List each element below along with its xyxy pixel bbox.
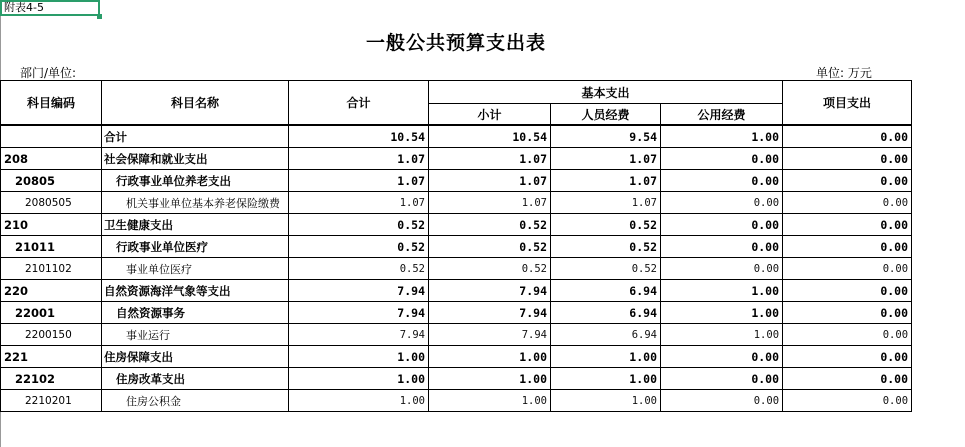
table-row[interactable] xyxy=(1,258,912,280)
cell-code[interactable]: 220 xyxy=(1,280,102,302)
cell-public[interactable]: 0.00 xyxy=(661,148,783,170)
cell-code[interactable] xyxy=(1,125,102,148)
cell-code[interactable]: 22102 xyxy=(1,368,102,390)
table-body xyxy=(1,125,912,412)
cell-personnel[interactable]: 6.94 xyxy=(551,280,661,302)
cell-subtotal[interactable]: 0.52 xyxy=(429,214,551,236)
cell-personnel[interactable]: 0.52 xyxy=(551,214,661,236)
cell-public[interactable]: 0.00 xyxy=(661,170,783,192)
cell-public[interactable]: 0.00 xyxy=(661,214,783,236)
cell-total[interactable]: 7.94 xyxy=(289,302,429,324)
cell-public[interactable]: 1.00 xyxy=(661,125,783,148)
selected-cell-a1[interactable] xyxy=(0,0,100,16)
cell-public[interactable]: 0.00 xyxy=(661,258,783,280)
cell-subtotal[interactable]: 7.94 xyxy=(429,280,551,302)
cell-project[interactable]: 0.00 xyxy=(783,324,912,346)
cell-subtotal[interactable]: 0.52 xyxy=(429,258,551,280)
header-project: 项目支出 xyxy=(783,81,912,126)
cell-code[interactable]: 21011 xyxy=(1,236,102,258)
cell-personnel[interactable]: 1.00 xyxy=(551,390,661,412)
cell-subtotal[interactable]: 10.54 xyxy=(429,125,551,148)
header-personnel: 人员经费 xyxy=(551,104,661,126)
budget-table xyxy=(0,80,912,412)
table-row[interactable] xyxy=(1,346,912,368)
cell-project[interactable]: 0.00 xyxy=(783,214,912,236)
cell-subtotal[interactable]: 7.94 xyxy=(429,324,551,346)
table-row[interactable] xyxy=(1,192,912,214)
selected-cell-text: 附表4-5 xyxy=(4,1,44,14)
cell-total[interactable]: 7.94 xyxy=(289,280,429,302)
cell-personnel[interactable]: 9.54 xyxy=(551,125,661,148)
cell-code[interactable]: 2080505 xyxy=(1,192,102,214)
cell-project[interactable]: 0.00 xyxy=(783,346,912,368)
header-code: 科目编码 xyxy=(1,81,102,126)
cell-name[interactable]: 事业单位医疗 xyxy=(102,258,289,280)
cell-personnel[interactable]: 6.94 xyxy=(551,302,661,324)
cell-subtotal[interactable]: 1.07 xyxy=(429,170,551,192)
table-row[interactable] xyxy=(1,390,912,412)
header-subtotal: 小计 xyxy=(429,104,551,126)
cell-name[interactable]: 住房改革支出 xyxy=(102,368,289,390)
cell-personnel[interactable]: 1.07 xyxy=(551,170,661,192)
cell-project[interactable]: 0.00 xyxy=(783,390,912,412)
cell-public[interactable]: 1.00 xyxy=(661,324,783,346)
cell-project[interactable]: 0.00 xyxy=(783,236,912,258)
cell-name[interactable]: 行政事业单位养老支出 xyxy=(102,170,289,192)
cell-personnel[interactable]: 6.94 xyxy=(551,324,661,346)
cell-personnel[interactable]: 0.52 xyxy=(551,258,661,280)
cell-project[interactable]: 0.00 xyxy=(783,258,912,280)
cell-project[interactable]: 0.00 xyxy=(783,192,912,214)
cell-code[interactable]: 2101102 xyxy=(1,258,102,280)
header-basic-group: 基本支出 xyxy=(429,81,783,104)
table-row[interactable] xyxy=(1,214,912,236)
sheet-title: 一般公共预算支出表 xyxy=(365,32,546,54)
table-row[interactable] xyxy=(1,125,912,148)
fill-handle[interactable] xyxy=(97,14,102,19)
cell-code[interactable]: 2200150 xyxy=(1,324,102,346)
cell-code[interactable]: 221 xyxy=(1,346,102,368)
cell-public[interactable]: 1.00 xyxy=(661,302,783,324)
cell-total[interactable]: 1.07 xyxy=(289,148,429,170)
cell-total[interactable]: 1.00 xyxy=(289,368,429,390)
cell-subtotal[interactable]: 1.07 xyxy=(429,192,551,214)
cell-code[interactable]: 2210201 xyxy=(1,390,102,412)
cell-name[interactable]: 自然资源事务 xyxy=(102,302,289,324)
cell-total[interactable]: 1.00 xyxy=(289,346,429,368)
cell-public[interactable]: 0.00 xyxy=(661,236,783,258)
cell-personnel[interactable]: 0.52 xyxy=(551,236,661,258)
cell-total[interactable]: 10.54 xyxy=(289,125,429,148)
cell-subtotal[interactable]: 1.07 xyxy=(429,148,551,170)
cell-subtotal[interactable]: 7.94 xyxy=(429,302,551,324)
cell-subtotal[interactable]: 0.52 xyxy=(429,236,551,258)
cell-name[interactable]: 社会保障和就业支出 xyxy=(102,148,289,170)
cell-project[interactable]: 0.00 xyxy=(783,170,912,192)
header-total: 合计 xyxy=(289,81,429,126)
cell-name[interactable]: 事业运行 xyxy=(102,324,289,346)
cell-project[interactable]: 0.00 xyxy=(783,368,912,390)
cell-personnel[interactable]: 1.00 xyxy=(551,346,661,368)
cell-public[interactable]: 0.00 xyxy=(661,390,783,412)
cell-name[interactable]: 卫生健康支出 xyxy=(102,214,289,236)
table-row[interactable] xyxy=(1,280,912,302)
cell-public[interactable]: 1.00 xyxy=(661,280,783,302)
table-row[interactable] xyxy=(1,368,912,390)
cell-code[interactable]: 210 xyxy=(1,214,102,236)
cell-total[interactable]: 0.52 xyxy=(289,258,429,280)
cell-personnel[interactable]: 1.00 xyxy=(551,368,661,390)
cell-project[interactable]: 0.00 xyxy=(783,125,912,148)
cell-total[interactable]: 0.52 xyxy=(289,214,429,236)
cell-subtotal[interactable]: 1.00 xyxy=(429,346,551,368)
cell-name[interactable]: 住房保障支出 xyxy=(102,346,289,368)
cell-name[interactable]: 自然资源海洋气象等支出 xyxy=(102,280,289,302)
table-row[interactable] xyxy=(1,302,912,324)
cell-total[interactable]: 1.00 xyxy=(289,390,429,412)
cell-project[interactable]: 0.00 xyxy=(783,148,912,170)
table-row[interactable] xyxy=(1,170,912,192)
cell-project[interactable]: 0.00 xyxy=(783,280,912,302)
header-name: 科目名称 xyxy=(102,81,289,126)
unit-label: 单位: 万元 xyxy=(816,66,872,80)
cell-name[interactable]: 机关事业单位基本养老保险缴费 xyxy=(102,192,289,214)
cell-subtotal[interactable]: 1.00 xyxy=(429,368,551,390)
cell-name[interactable]: 住房公积金 xyxy=(102,390,289,412)
cell-name[interactable]: 行政事业单位医疗 xyxy=(102,236,289,258)
cell-subtotal[interactable]: 1.00 xyxy=(429,390,551,412)
cell-total[interactable]: 1.07 xyxy=(289,192,429,214)
cell-code[interactable]: 208 xyxy=(1,148,102,170)
cell-code[interactable]: 20805 xyxy=(1,170,102,192)
cell-public[interactable]: 0.00 xyxy=(661,346,783,368)
cell-total[interactable]: 7.94 xyxy=(289,324,429,346)
cell-name[interactable]: 合计 xyxy=(102,125,289,148)
dept-label: 部门/单位: xyxy=(20,66,77,80)
table-row[interactable] xyxy=(1,148,912,170)
cell-total[interactable]: 1.07 xyxy=(289,170,429,192)
table-row[interactable] xyxy=(1,324,912,346)
cell-personnel[interactable]: 1.07 xyxy=(551,148,661,170)
cell-public[interactable]: 0.00 xyxy=(661,192,783,214)
cell-public[interactable]: 0.00 xyxy=(661,368,783,390)
cell-personnel[interactable]: 1.07 xyxy=(551,192,661,214)
header-public: 公用经费 xyxy=(661,104,783,126)
table-row[interactable] xyxy=(1,236,912,258)
cell-code[interactable]: 22001 xyxy=(1,302,102,324)
cell-total[interactable]: 0.52 xyxy=(289,236,429,258)
cell-project[interactable]: 0.00 xyxy=(783,302,912,324)
